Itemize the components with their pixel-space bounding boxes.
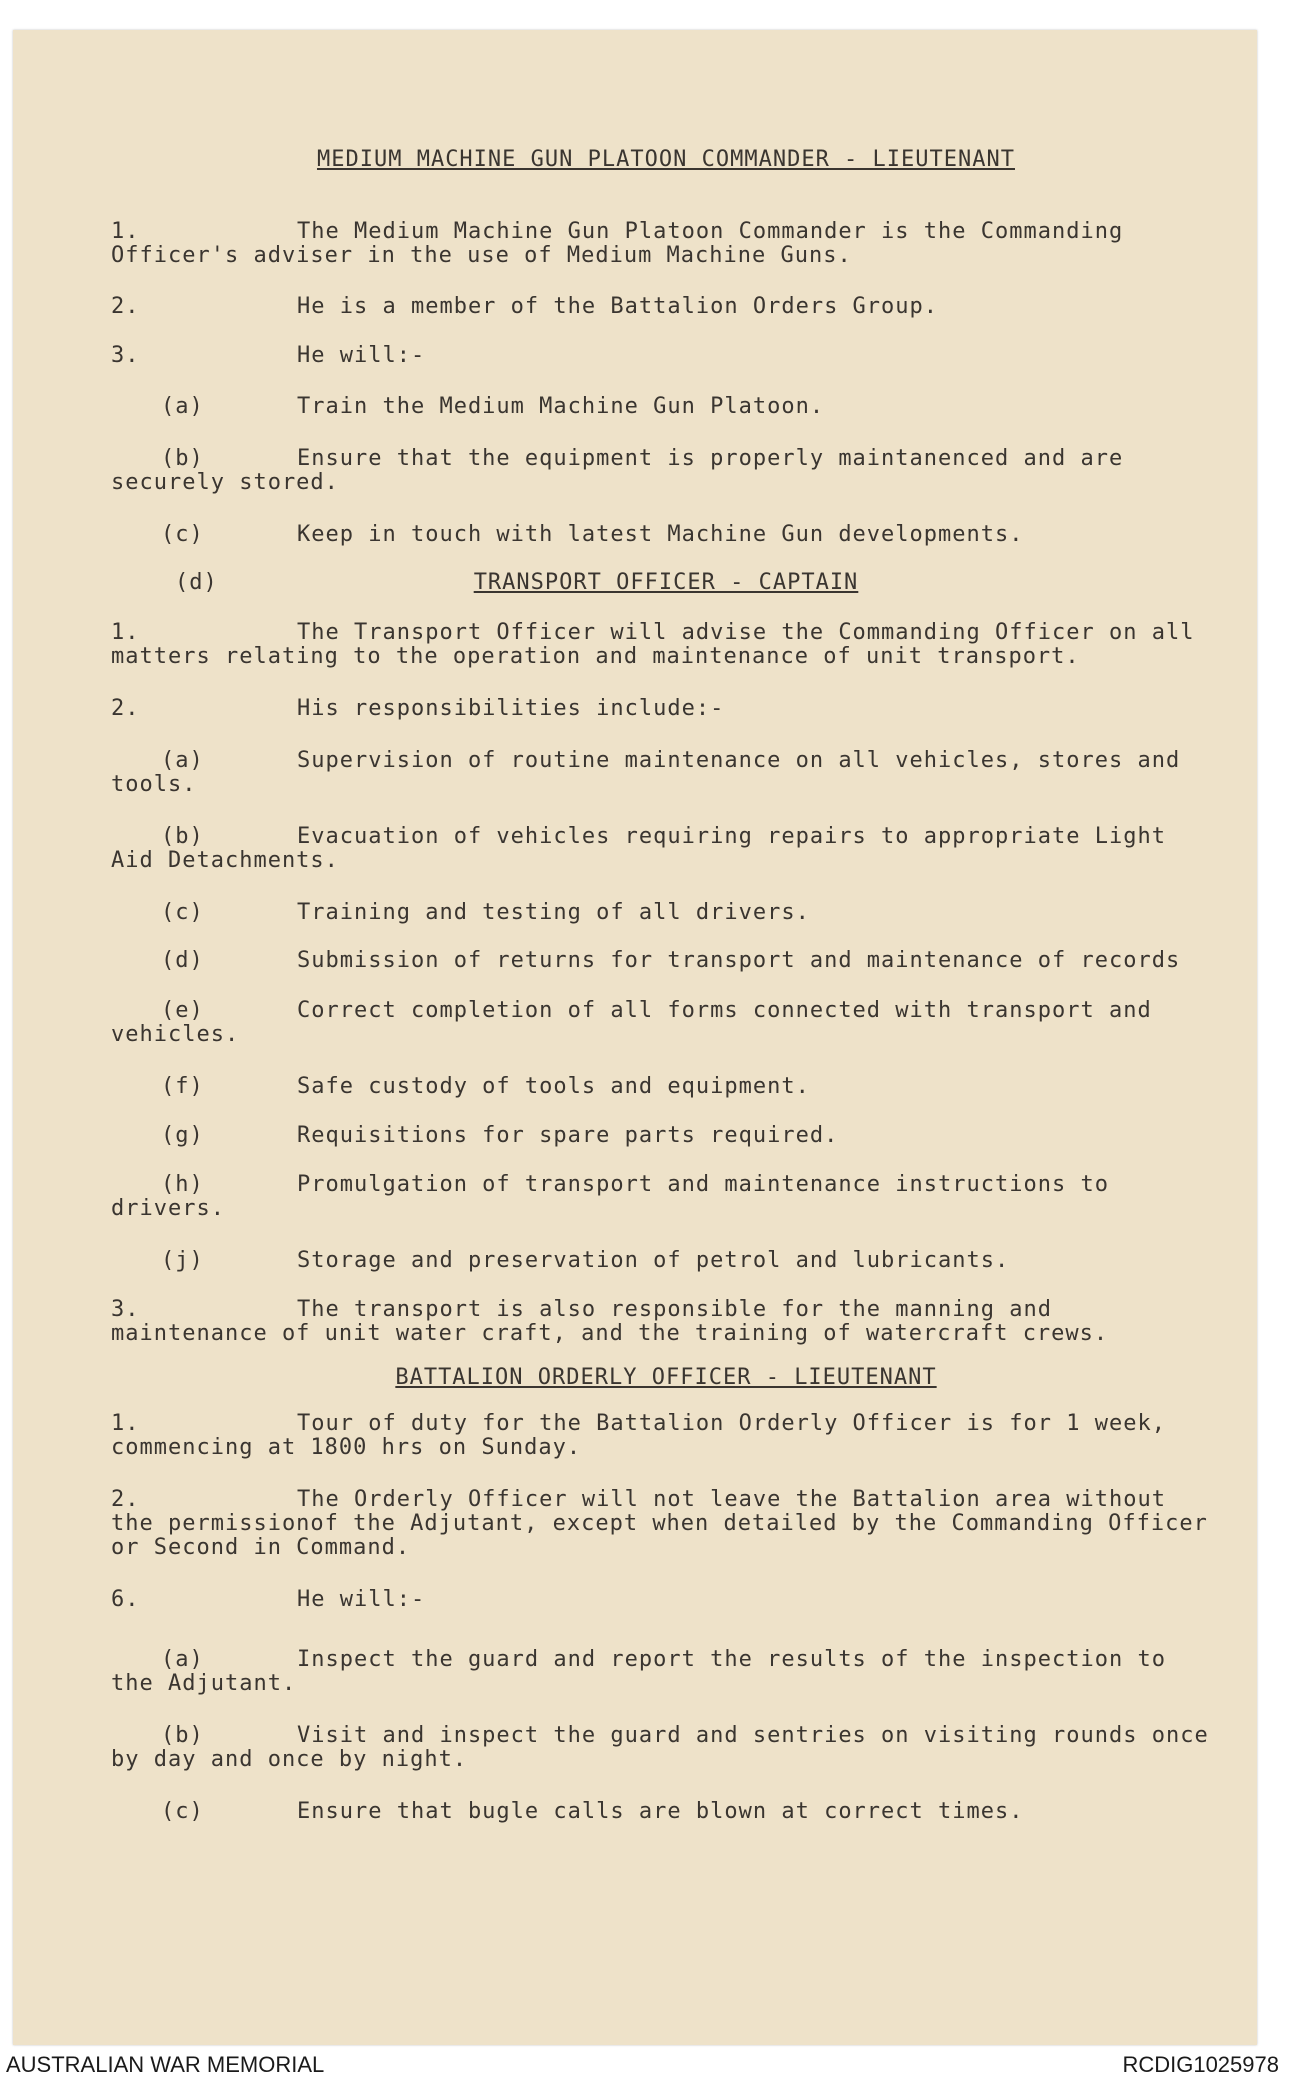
sub-paragraph-text: Storage and preservation of petrol and lubricants. [297, 1248, 1010, 1273]
sub-paragraph-letter: (d) [175, 570, 218, 595]
sub-paragraph [111, 949, 1221, 973]
sub-paragraph [111, 395, 1221, 419]
sub-paragraph [111, 901, 1221, 925]
paragraph-number: 1. [111, 620, 140, 645]
archive-reference-id: RCDIG1025978 [1122, 2052, 1279, 2077]
sub-paragraph-text: Promulgation of transport and maintenance instructions to drivers. [111, 1172, 1109, 1221]
paragraph-number: 6. [111, 1587, 140, 1612]
sub-paragraph-letter: (a) [161, 748, 204, 773]
sub-paragraph-letter: (b) [161, 446, 204, 471]
sub-paragraph-letter: (f) [161, 1074, 204, 1099]
paragraph [111, 1298, 1221, 1346]
section-mmg-commander [111, 148, 1221, 547]
section-heading: TRANSPORT OFFICER - CAPTAIN [473, 570, 859, 595]
paragraph [111, 295, 1221, 319]
sub-paragraph [111, 1075, 1221, 1099]
sub-paragraph-letter: (e) [161, 998, 204, 1023]
paragraph-number: 1. [111, 219, 140, 244]
sub-paragraph-text: Train the Medium Machine Gun Platoon. [297, 394, 825, 419]
sub-paragraph-text: Inspect the guard and report the results of the inspection to the Adjutant. [111, 1647, 1166, 1696]
sub-paragraph [111, 1724, 1221, 1772]
sub-paragraph [111, 999, 1221, 1047]
sub-paragraph [111, 749, 1221, 797]
sub-paragraph-letter: (b) [161, 1723, 204, 1748]
paragraph-number: 2. [111, 1487, 140, 1512]
paragraph-number: 2. [111, 696, 140, 721]
sub-paragraph-letter: (c) [161, 1799, 204, 1824]
sub-paragraph [111, 1249, 1221, 1273]
paragraph [111, 1588, 1221, 1612]
sub-paragraph-letter: (h) [161, 1172, 204, 1197]
document-body [111, 148, 1221, 1824]
paragraph-number: 3. [111, 1297, 140, 1322]
sub-paragraph [111, 523, 1221, 547]
paragraph-text: He will:- [297, 1587, 426, 1612]
sub-paragraph-text: Training and testing of all drivers. [297, 900, 810, 925]
section-heading: BATTALION ORDERLY OFFICER - LIEUTENANT [395, 1365, 937, 1390]
sub-paragraph-text: Ensure that the equipment is properly maintanenced and are securely stored. [111, 446, 1124, 495]
paragraph [111, 220, 1221, 268]
sub-paragraph-text: Keep in touch with latest Machine Gun developments. [297, 522, 1024, 547]
sub-paragraph-letter: (b) [161, 824, 204, 849]
paragraph [111, 344, 1221, 368]
sub-paragraph-letter: (c) [161, 900, 204, 925]
sub-paragraph-text: Evacuation of vehicles requiring repairs to appropriate Light Aid Detachments. [111, 824, 1166, 873]
paragraph-text: The Orderly Officer will not leave the Battalion area without the permissionof the Adjutant, except when detailed by the Commanding Officer or Second in Command. [111, 1487, 1208, 1560]
sub-paragraph-text: Visit and inspect the guard and sentries on visiting rounds once by day and once by night. [111, 1723, 1209, 1772]
sub-paragraph-text: Ensure that bugle calls are blown at correct times. [297, 1799, 1024, 1824]
paragraph-text: He is a member of the Battalion Orders Group. [297, 294, 939, 319]
sub-paragraph-text: Requisitions for spare parts required. [297, 1123, 839, 1148]
paragraph-number: 1. [111, 1411, 140, 1436]
section-battalion-orderly-officer [111, 1366, 1221, 1824]
sub-paragraph-letter: (a) [161, 1647, 204, 1672]
archive-credit: AUSTRALIAN WAR MEMORIAL [6, 2052, 325, 2077]
paragraph [111, 1488, 1221, 1560]
section-heading: MEDIUM MACHINE GUN PLATOON COMMANDER - LIEUTENANT [316, 147, 1015, 172]
paragraph-number: 3. [111, 343, 140, 368]
sub-paragraph-text: Safe custody of tools and equipment. [297, 1074, 810, 1099]
paragraph [111, 621, 1221, 669]
paragraph-text: The transport is also responsible for the manning and maintenance of unit water craft, and the training of watercraft crews. [111, 1297, 1109, 1346]
paragraph-text: Tour of duty for the Battalion Orderly Officer is for 1 week, commencing at 1800 hrs on Sunday. [111, 1411, 1166, 1460]
sub-paragraph [111, 825, 1221, 873]
sub-paragraph [111, 1173, 1221, 1221]
sub-paragraph-letter: (g) [161, 1123, 204, 1148]
sub-paragraph [111, 447, 1221, 495]
document-page [13, 30, 1257, 2045]
paragraph [111, 1412, 1221, 1460]
sub-paragraph-text: Submission of returns for transport and maintenance of records [297, 948, 1181, 973]
paragraph [111, 697, 1221, 721]
sub-paragraph [111, 1800, 1221, 1824]
sub-paragraph [111, 1648, 1221, 1696]
sub-paragraph-letter: (d) [161, 948, 204, 973]
sub-paragraph-letter: (a) [161, 394, 204, 419]
sub-paragraph [111, 1124, 1221, 1148]
paragraph-text: The Transport Officer will advise the Commanding Officer on all matters relating to the operation and maintenance of unit transport. [111, 620, 1195, 669]
paragraph-text: He will:- [297, 343, 426, 368]
sub-paragraph-letter: (c) [161, 522, 204, 547]
paragraph-text: His responsibilities include:- [297, 696, 725, 721]
paragraph-number: 2. [111, 294, 140, 319]
sub-paragraph-text: Supervision of routine maintenance on all vehicles, stores and tools. [111, 748, 1181, 797]
sub-paragraph-text: Correct completion of all forms connected with transport and vehicles. [111, 998, 1152, 1047]
paragraph-text: The Medium Machine Gun Platoon Commander is the Commanding Officer's adviser in the use of Medium Machine Guns. [111, 219, 1124, 268]
sub-paragraph-letter: (j) [161, 1248, 204, 1273]
section-transport-officer [111, 621, 1221, 1346]
